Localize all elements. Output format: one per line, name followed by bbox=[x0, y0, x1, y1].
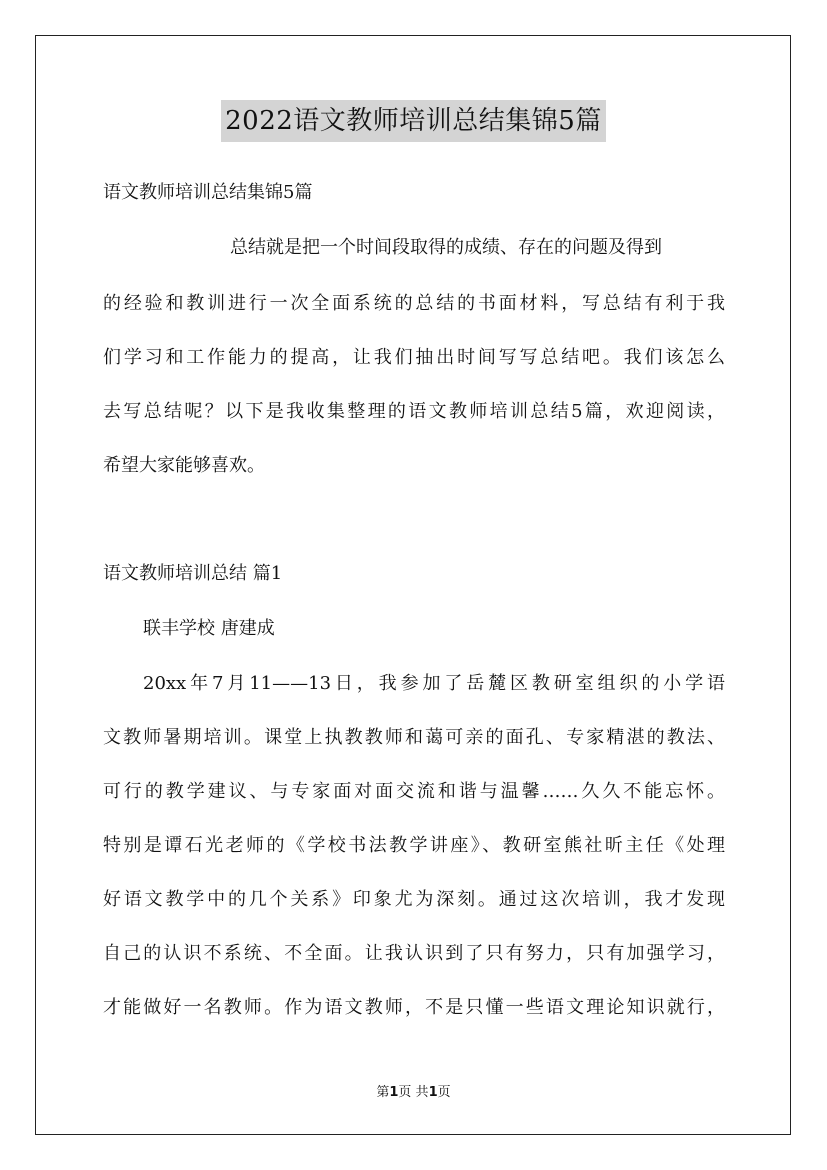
intro-line-2: 的经验和教训进行一次全面系统的总结的书面材料，写总结有利于我 bbox=[103, 293, 725, 314]
body-line-5: 好语文教学中的几个关系》印象尤为深刻。通过这次培训，我才发现 bbox=[103, 889, 725, 910]
page-suffix: 页 bbox=[437, 1085, 451, 1100]
title-container bbox=[0, 100, 827, 142]
page-total: 1 bbox=[428, 1085, 438, 1100]
page-prefix: 第 bbox=[376, 1085, 390, 1100]
body-line-6: 自己的认识不系统、不全面。让我认识到了只有努力，只有加强学习， bbox=[103, 943, 725, 964]
author-line: 联丰学校 唐建成 bbox=[143, 618, 275, 639]
document-title: 2022语文教师培训总结集锦5篇 bbox=[221, 100, 606, 142]
body-line-3: 可行的教学建议、与专家面对面交流和谐与温馨……久久不能忘怀。 bbox=[103, 781, 725, 802]
intro-line-5: 希望大家能够喜欢。 bbox=[103, 455, 265, 476]
intro-line-1: 总结就是把一个时间段取得的成绩、存在的问题及得到 bbox=[230, 237, 662, 258]
page-mid: 页 共 bbox=[398, 1085, 429, 1100]
document-subtitle: 语文教师培训总结集锦5篇 bbox=[103, 182, 313, 203]
intro-line-3: 们学习和工作能力的提高，让我们抽出时间写写总结吧。我们该怎么 bbox=[103, 347, 725, 368]
body-line-2: 文教师暑期培训。课堂上执教教师和蔼可亲的面孔、专家精湛的教法、 bbox=[103, 727, 725, 748]
intro-line-4: 去写总结呢？以下是我收集整理的语文教师培训总结5篇，欢迎阅读， bbox=[103, 401, 725, 422]
body-line-4: 特别是谭石光老师的《学校书法教学讲座》、教研室熊社昕主任《处理 bbox=[103, 835, 725, 856]
body-line-1: 20xx年7月11——13日，我参加了岳麓区教研室组织的小学语 bbox=[143, 673, 725, 694]
page-footer bbox=[0, 1084, 827, 1102]
section-heading: 语文教师培训总结 篇1 bbox=[103, 563, 283, 584]
body-line-7: 才能做好一名教师。作为语文教师，不是只懂一些语文理论知识就行， bbox=[103, 997, 725, 1018]
page-current: 1 bbox=[389, 1085, 399, 1100]
